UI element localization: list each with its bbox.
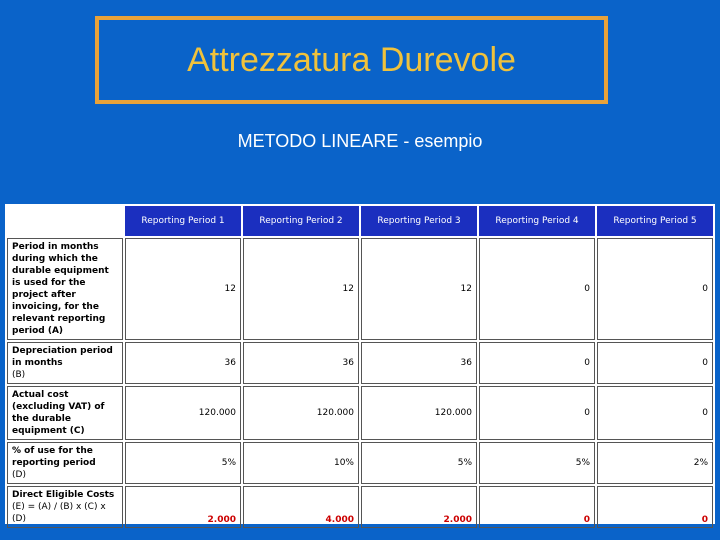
table-row	[7, 486, 713, 528]
table-cell: 0	[479, 342, 595, 384]
row-label-sub: (D)	[12, 470, 26, 480]
row-label	[7, 442, 123, 484]
row-label	[7, 342, 123, 384]
slide-title: Attrezzatura Durevole	[187, 40, 516, 79]
table-cell: 0	[597, 238, 713, 340]
depreciation-table	[5, 204, 715, 530]
row-label	[7, 238, 123, 340]
header-period-4: Reporting Period 4	[479, 206, 595, 236]
table-row	[7, 238, 713, 340]
table-row	[7, 386, 713, 440]
table-cell: 0	[479, 386, 595, 440]
row-label-main: Depreciation period in months	[12, 346, 113, 368]
table-cell: 2%	[597, 442, 713, 484]
row-label-main: Period in months during which the durable equipment is used for the project after invoicing, for the relevant reporting period (A)	[12, 242, 109, 336]
table-cell: 12	[361, 238, 477, 340]
row-label	[7, 486, 123, 528]
table-row	[7, 342, 713, 384]
table-cell: 0	[597, 386, 713, 440]
table-cell: 12	[125, 238, 241, 340]
header-row	[7, 206, 713, 236]
row-label-sub: (E) = (A) / (B) x (C) x (D)	[12, 502, 106, 524]
table-cell-highlight: 0	[597, 486, 713, 528]
table-cell: 5%	[361, 442, 477, 484]
table-cell: 120.000	[361, 386, 477, 440]
slide-subtitle: METODO LINEARE - esempio	[237, 131, 483, 151]
table-cell: 5%	[125, 442, 241, 484]
table-cell: 36	[125, 342, 241, 384]
table-cell-highlight: 2.000	[361, 486, 477, 528]
table-cell: 0	[597, 342, 713, 384]
row-label-main: Direct Eligible Costs	[12, 490, 115, 500]
table-cell: 12	[243, 238, 359, 340]
header-period-1: Reporting Period 1	[125, 206, 241, 236]
header-period-2: Reporting Period 2	[243, 206, 359, 236]
table-cell: 120.000	[125, 386, 241, 440]
row-label	[7, 386, 123, 440]
slide-title-box	[95, 16, 608, 104]
table-cell-highlight: 0	[479, 486, 595, 528]
table-cell: 120.000	[243, 386, 359, 440]
header-corner	[7, 206, 123, 236]
table-cell-highlight: 2.000	[125, 486, 241, 528]
row-label-sub: (B)	[12, 370, 26, 380]
row-label-main: % of use for the reporting period	[12, 446, 96, 468]
table-cell: 36	[361, 342, 477, 384]
table-cell: 0	[479, 238, 595, 340]
table-cell: 36	[243, 342, 359, 384]
example-table	[5, 204, 715, 524]
header-period-3: Reporting Period 3	[361, 206, 477, 236]
row-label-main: Actual cost (excluding VAT) of the durable equipment (C)	[12, 390, 105, 436]
header-period-5: Reporting Period 5	[597, 206, 713, 236]
table-cell: 10%	[243, 442, 359, 484]
table-cell-highlight: 4.000	[243, 486, 359, 528]
table-cell: 5%	[479, 442, 595, 484]
table-row	[7, 442, 713, 484]
